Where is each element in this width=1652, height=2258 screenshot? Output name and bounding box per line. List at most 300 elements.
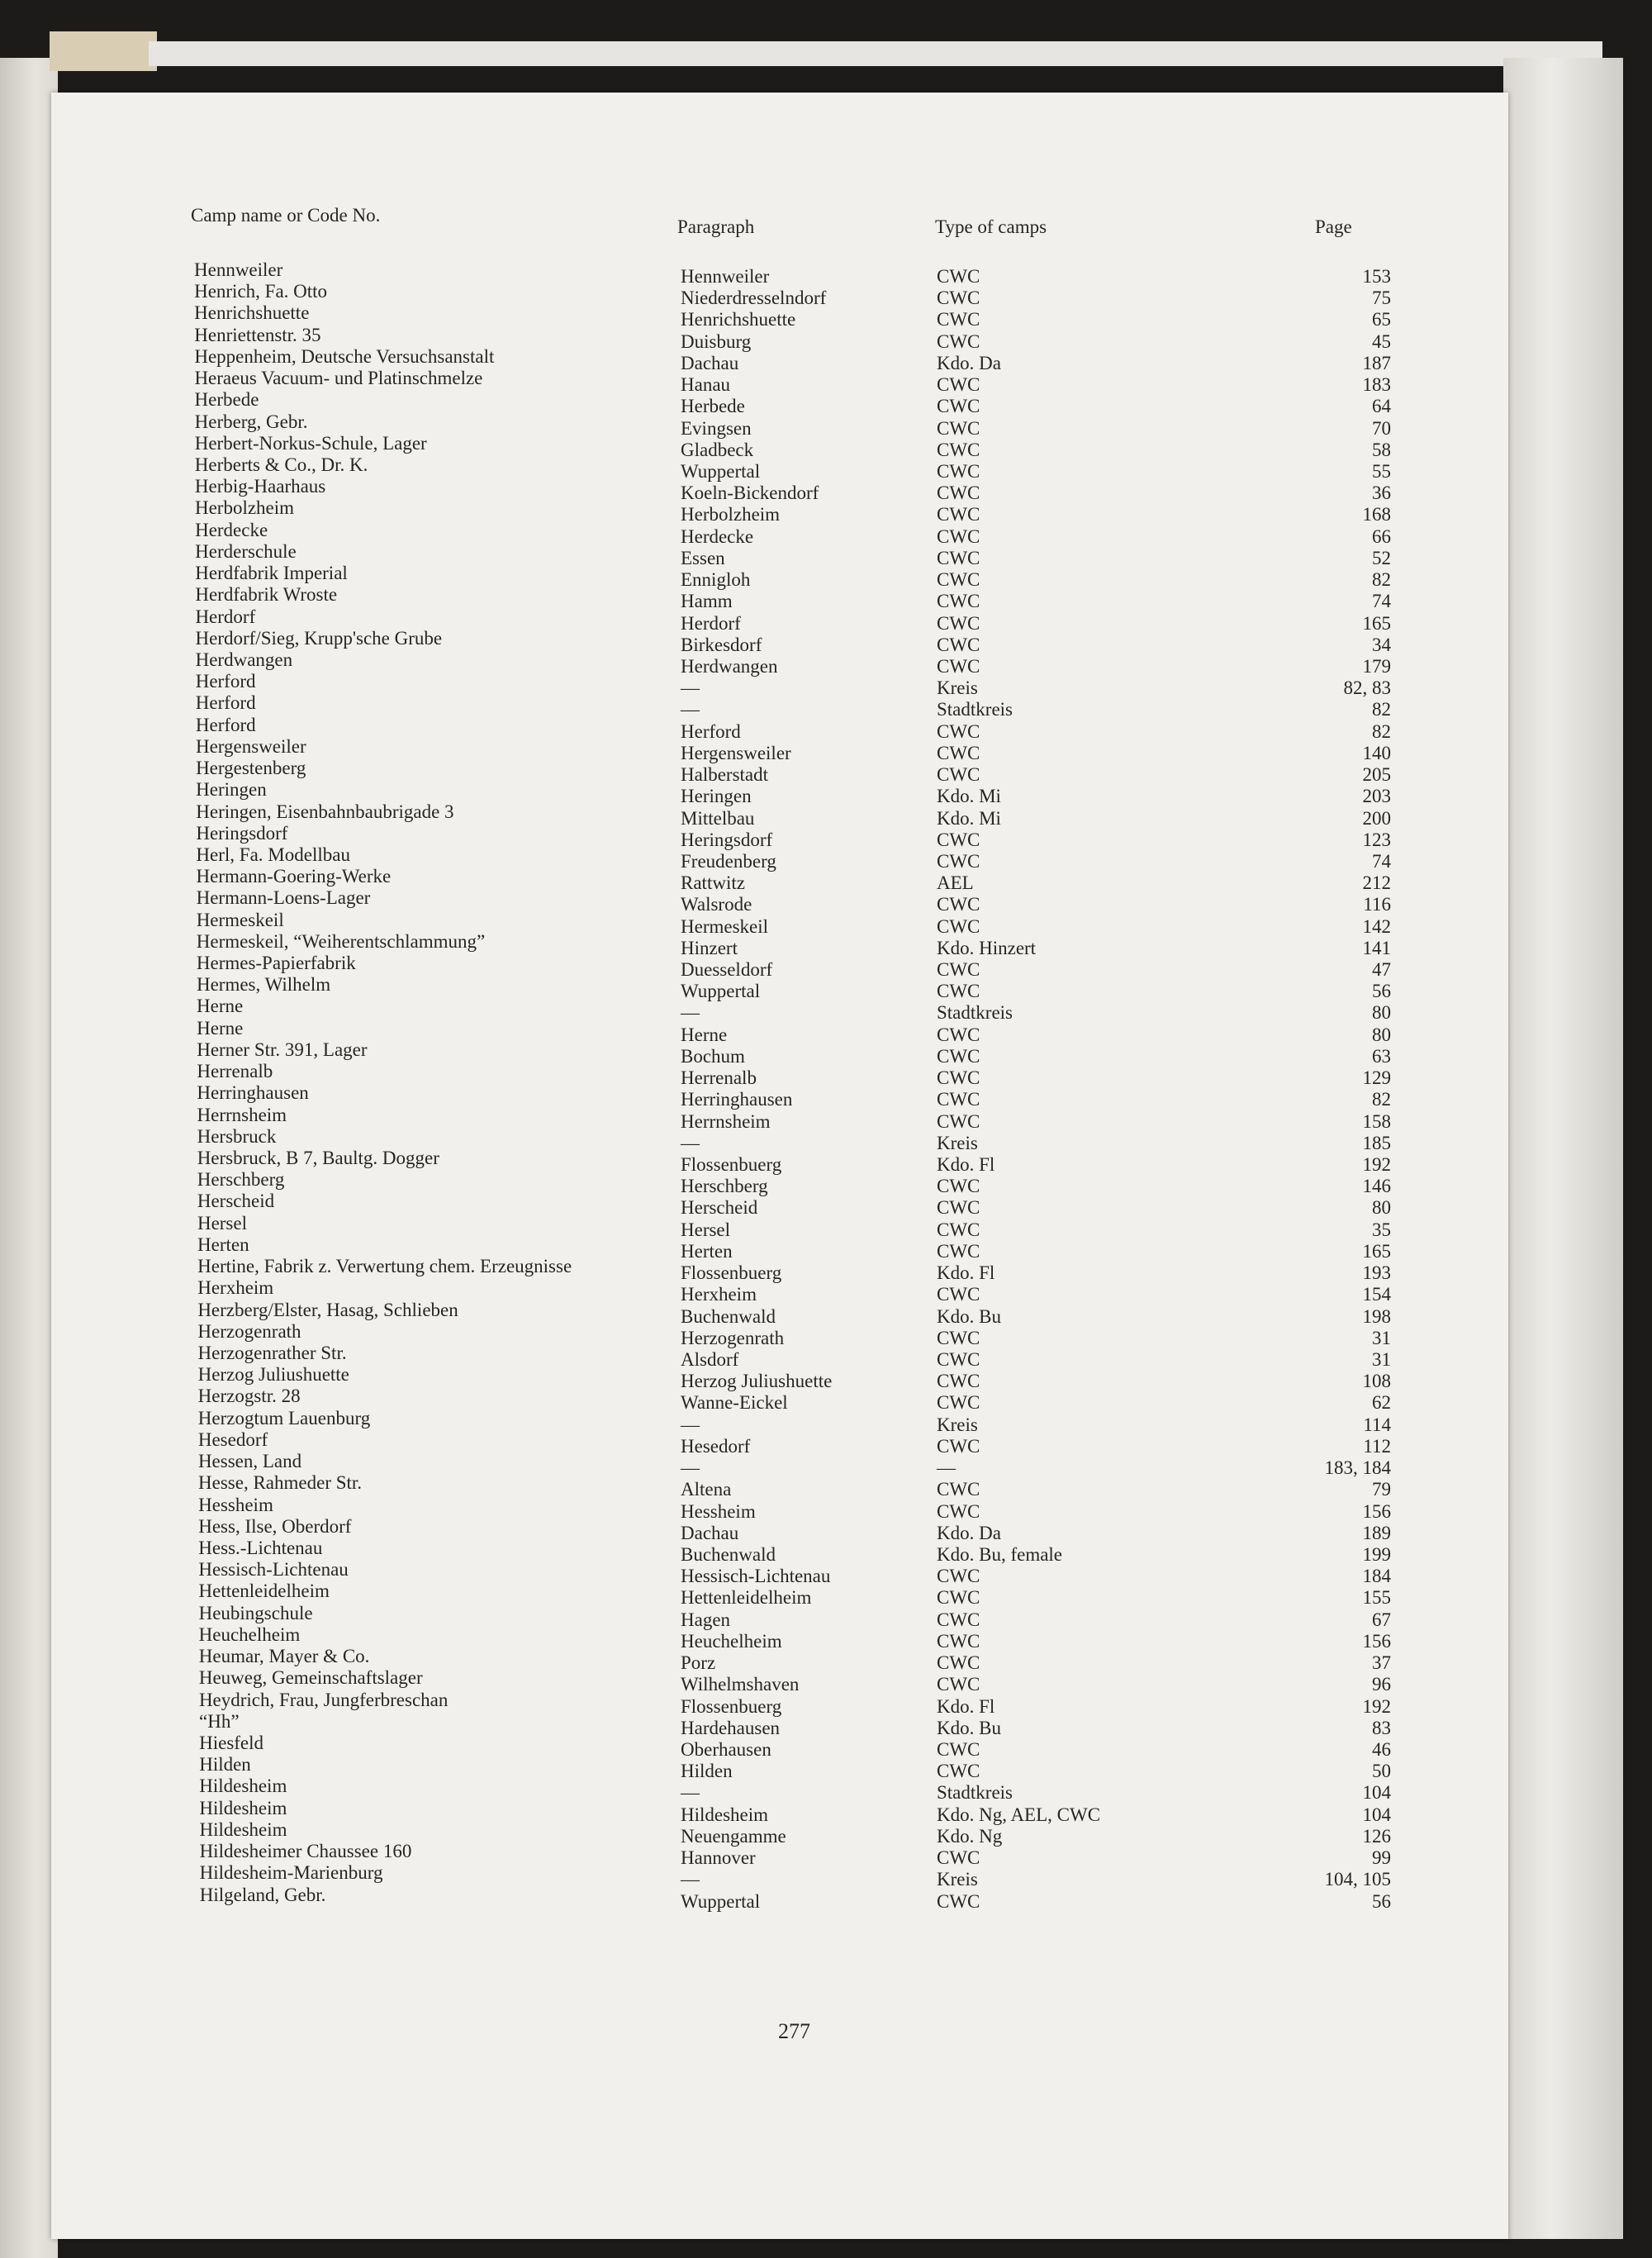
- row-camp-name: Herscheid: [197, 1191, 275, 1212]
- row-type: CWC: [937, 330, 980, 352]
- row-page: 75: [1372, 288, 1391, 309]
- row-type: CWC: [937, 417, 980, 439]
- row-camp-name: Herne: [197, 996, 244, 1017]
- header-paragraph: Paragraph: [677, 216, 755, 237]
- row-page: 142: [1362, 915, 1391, 937]
- row-page: 56: [1372, 1890, 1391, 1912]
- row-page: 64: [1372, 396, 1391, 417]
- row-page: 141: [1362, 937, 1391, 958]
- row-page: 31: [1372, 1349, 1391, 1370]
- row-page: 183: [1362, 374, 1391, 396]
- row-page: 155: [1362, 1587, 1391, 1609]
- row-type: CWC: [937, 1609, 980, 1630]
- row-page: 156: [1362, 1500, 1391, 1522]
- row-paragraph: Herdwangen: [681, 655, 778, 677]
- row-page: 82: [1372, 720, 1391, 742]
- row-type: CWC: [937, 981, 980, 1002]
- row-type: CWC: [937, 1479, 980, 1500]
- row-camp-name: Heppenheim, Deutsche Versuchsanstalt: [194, 345, 495, 367]
- row-type: —: [937, 1457, 956, 1479]
- row-page: 46: [1372, 1738, 1391, 1760]
- row-type: CWC: [937, 829, 980, 850]
- row-paragraph: Walsrode: [681, 894, 752, 915]
- row-paragraph: Wanne-Eickel: [681, 1392, 788, 1414]
- row-camp-name: Hettenleidelheim: [198, 1581, 330, 1602]
- row-paragraph: Hildesheim: [681, 1804, 769, 1825]
- row-camp-name: Herford: [195, 671, 256, 692]
- row-page: 193: [1362, 1262, 1391, 1284]
- row-camp-name: Hildesheim: [199, 1797, 287, 1818]
- row-paragraph: Duesseldorf: [681, 959, 773, 981]
- row-camp-name: Hilgeland, Gebr.: [199, 1884, 326, 1905]
- row-page: 104: [1362, 1804, 1391, 1825]
- row-type: CWC: [937, 396, 980, 417]
- row-type: CWC: [937, 742, 980, 763]
- row-paragraph: Hersel: [681, 1219, 731, 1240]
- row-paragraph: Herzog Juliushuette: [681, 1371, 833, 1392]
- row-page: 203: [1362, 786, 1391, 807]
- row-page: 96: [1372, 1674, 1391, 1695]
- row-camp-name: Herzog Juliushuette: [197, 1364, 349, 1386]
- row-page: 80: [1372, 1024, 1391, 1045]
- row-camp-name: Hesedorf: [197, 1428, 268, 1450]
- row-paragraph: Hettenleidelheim: [681, 1587, 812, 1609]
- row-camp-name: “Hh”: [199, 1710, 240, 1732]
- row-paragraph: —: [681, 1782, 700, 1804]
- row-paragraph: Hinzert: [681, 937, 738, 958]
- row-page: 63: [1372, 1045, 1391, 1067]
- row-camp-name: Herten: [197, 1234, 249, 1255]
- row-camp-name: Hermeskeil: [196, 909, 284, 930]
- row-page: 168: [1362, 504, 1391, 525]
- row-paragraph: Hamm: [681, 591, 733, 612]
- row-page: 58: [1372, 439, 1391, 460]
- row-type: CWC: [937, 569, 980, 591]
- row-paragraph: Hergensweiler: [681, 742, 791, 763]
- row-type: AEL: [937, 872, 974, 894]
- row-page: 189: [1362, 1522, 1391, 1543]
- row-camp-name: Herbert-Norkus-Schule, Lager: [194, 432, 427, 454]
- row-page: 80: [1372, 1197, 1391, 1219]
- row-paragraph: Duisburg: [681, 330, 752, 352]
- row-page: 56: [1372, 981, 1391, 1002]
- row-camp-name: Hilden: [199, 1754, 251, 1776]
- row-type: CWC: [937, 612, 980, 634]
- row-type: CWC: [937, 288, 980, 309]
- row-type: Kdo. Bu: [937, 1717, 1001, 1738]
- row-type: CWC: [937, 1674, 980, 1695]
- row-type: CWC: [937, 1176, 980, 1197]
- row-camp-name: Heraeus Vacuum- und Platinschmelze: [194, 368, 483, 389]
- underlying-pages: [1503, 58, 1623, 2239]
- row-paragraph: Hanau: [681, 374, 731, 396]
- row-camp-name: Heuweg, Gemeinschaftslager: [198, 1667, 423, 1689]
- row-camp-name: Herbolzheim: [194, 497, 295, 519]
- row-page: 116: [1363, 894, 1391, 915]
- header-camp-name: Camp name or Code No.: [191, 205, 381, 226]
- row-camp-name: Herl, Fa. Modellbau: [196, 844, 350, 865]
- row-page: 31: [1372, 1327, 1391, 1348]
- row-camp-name: Hertine, Fabrik z. Verwertung chem. Erzeugnisse: [197, 1256, 572, 1277]
- row-type: CWC: [937, 547, 980, 568]
- row-type: Kreis: [937, 1869, 978, 1890]
- row-paragraph: Hessisch-Lichtenau: [681, 1566, 831, 1587]
- row-camp-name: Hermann-Goering-Werke: [196, 866, 392, 887]
- row-paragraph: —: [681, 1414, 700, 1435]
- header-page: Page: [1315, 216, 1352, 237]
- row-type: CWC: [937, 1435, 980, 1457]
- row-page: 185: [1362, 1132, 1391, 1153]
- row-type: Kdo. Da: [937, 352, 1001, 373]
- row-type: CWC: [937, 655, 980, 677]
- row-type: CWC: [937, 1500, 980, 1522]
- row-page: 153: [1362, 266, 1391, 287]
- row-paragraph: Herrnsheim: [681, 1110, 771, 1132]
- row-type: CWC: [937, 764, 980, 786]
- row-type: CWC: [937, 1566, 980, 1587]
- row-paragraph: Herdorf: [681, 612, 741, 634]
- row-camp-name: Hess.-Lichtenau: [198, 1537, 323, 1558]
- row-type: CWC: [937, 1045, 980, 1067]
- row-camp-name: Henriettenstr. 35: [194, 324, 321, 345]
- row-type: Kdo. Ng: [937, 1825, 1003, 1847]
- row-page: 140: [1362, 742, 1391, 763]
- row-camp-name: Herderschule: [195, 540, 297, 562]
- row-type: CWC: [937, 1630, 980, 1652]
- row-type: CWC: [937, 1371, 980, 1392]
- row-paragraph: Halberstadt: [681, 764, 769, 786]
- row-paragraph: —: [681, 699, 700, 720]
- row-camp-name: Heringen: [196, 779, 267, 801]
- row-page: 67: [1372, 1609, 1391, 1630]
- row-type: Kdo. Ng, AEL, CWC: [937, 1804, 1101, 1825]
- row-page: 154: [1362, 1284, 1391, 1305]
- row-paragraph: Birkesdorf: [681, 634, 762, 655]
- row-type: CWC: [937, 1587, 980, 1609]
- row-type: Kreis: [937, 1414, 978, 1435]
- row-page: 198: [1362, 1305, 1391, 1327]
- row-paragraph: Hardehausen: [681, 1717, 781, 1738]
- row-paragraph: Hesedorf: [681, 1435, 751, 1457]
- row-type: Kdo. Mi: [937, 807, 1001, 829]
- row-paragraph: Niederdresselndorf: [681, 288, 827, 309]
- row-type: CWC: [937, 959, 980, 981]
- row-page: 74: [1372, 591, 1391, 612]
- row-paragraph: Dachau: [681, 1522, 739, 1543]
- row-page: 99: [1372, 1847, 1391, 1869]
- row-camp-name: Herner Str. 391, Lager: [197, 1039, 368, 1060]
- row-page: 35: [1372, 1219, 1391, 1240]
- row-type: CWC: [937, 482, 980, 504]
- row-camp-name: Herzogstr. 28: [197, 1386, 301, 1407]
- row-type: CWC: [937, 266, 980, 287]
- row-paragraph: —: [681, 1132, 700, 1153]
- row-type: CWC: [937, 1067, 980, 1089]
- row-camp-name: Heydrich, Frau, Jungferbreschan: [198, 1689, 449, 1710]
- row-type: CWC: [937, 525, 980, 547]
- row-camp-name: Heringsdorf: [196, 822, 288, 844]
- row-page: 187: [1362, 352, 1391, 373]
- row-camp-name: Hersbruck, B 7, Baultg. Dogger: [197, 1148, 439, 1169]
- row-paragraph: Mittelbau: [681, 807, 755, 829]
- row-camp-name: Herrenalb: [197, 1061, 273, 1082]
- header-type-of-camps: Type of camps: [935, 216, 1047, 237]
- row-page: 165: [1362, 1240, 1391, 1262]
- row-camp-name: Henrichshuette: [194, 302, 310, 324]
- row-type: CWC: [937, 439, 980, 460]
- row-page: 83: [1372, 1717, 1391, 1738]
- row-page: 112: [1363, 1435, 1391, 1457]
- row-page: 37: [1372, 1652, 1391, 1674]
- row-paragraph: Altena: [681, 1479, 732, 1500]
- row-page: 80: [1372, 1002, 1391, 1024]
- row-camp-name: Hiesfeld: [199, 1732, 264, 1753]
- row-camp-name: Hildesheimer Chaussee 160: [199, 1841, 412, 1862]
- row-paragraph: Herringhausen: [681, 1089, 793, 1110]
- row-page: 55: [1372, 460, 1391, 482]
- row-camp-name: Herzogenrather Str.: [197, 1343, 347, 1363]
- row-page: 65: [1372, 309, 1391, 330]
- row-type: Kdo. Fl: [937, 1262, 995, 1284]
- row-paragraph: Alsdorf: [681, 1349, 739, 1370]
- row-paragraph: Herbolzheim: [681, 504, 781, 525]
- row-page: 129: [1362, 1067, 1391, 1089]
- row-camp-name: Herford: [195, 714, 256, 735]
- row-type: CWC: [937, 504, 980, 525]
- row-type: CWC: [937, 720, 980, 742]
- row-page: 50: [1372, 1761, 1391, 1782]
- row-paragraph: —: [681, 677, 700, 699]
- row-type: CWC: [937, 374, 980, 396]
- row-paragraph: Essen: [681, 547, 725, 568]
- row-camp-name: Herberg, Gebr.: [194, 411, 308, 432]
- row-paragraph: Flossenbuerg: [681, 1262, 782, 1284]
- facing-page-edge: [0, 58, 58, 2258]
- row-page: 82: [1372, 699, 1391, 720]
- row-page: 52: [1372, 547, 1391, 568]
- row-camp-name: Hermes, Wilhelm: [196, 974, 331, 996]
- row-paragraph: Buchenwald: [681, 1305, 776, 1327]
- row-page: 146: [1362, 1176, 1391, 1197]
- row-camp-name: Hergestenberg: [196, 758, 306, 779]
- row-paragraph: Hilden: [681, 1761, 733, 1782]
- row-page: 184: [1362, 1566, 1391, 1587]
- row-type: Kdo. Da: [937, 1522, 1001, 1543]
- row-type: CWC: [937, 309, 980, 330]
- row-paragraph: Herne: [681, 1024, 728, 1045]
- row-paragraph: Ennigloh: [681, 569, 751, 591]
- row-camp-name: Herdorf/Sieg, Krupp'sche Grube: [195, 627, 443, 649]
- row-page: 62: [1372, 1392, 1391, 1414]
- row-camp-name: Herberts & Co., Dr. K.: [194, 454, 368, 475]
- row-page: 66: [1372, 525, 1391, 547]
- row-paragraph: Wuppertal: [681, 460, 761, 482]
- row-page: 45: [1372, 330, 1391, 352]
- row-page: 183, 184: [1324, 1457, 1391, 1479]
- row-camp-name: Herdwangen: [195, 649, 293, 670]
- row-paragraph: Wuppertal: [681, 981, 761, 1002]
- document-page: [51, 93, 1508, 2239]
- row-type: CWC: [937, 1738, 980, 1760]
- row-page: 82, 83: [1343, 677, 1391, 699]
- row-paragraph: Henrichshuette: [681, 309, 796, 330]
- row-type: CWC: [937, 894, 980, 915]
- row-camp-name: Herzogenrath: [197, 1320, 301, 1342]
- row-page: 104, 105: [1324, 1869, 1391, 1890]
- row-camp-name: Herdorf: [195, 606, 256, 627]
- row-type: CWC: [937, 1652, 980, 1674]
- row-camp-name: Heringen, Eisenbahnbaubrigade 3: [196, 801, 454, 822]
- row-page: 165: [1362, 612, 1391, 634]
- row-paragraph: Flossenbuerg: [681, 1695, 782, 1717]
- row-camp-name: Herbede: [194, 389, 259, 411]
- row-page: 104: [1362, 1782, 1391, 1804]
- row-paragraph: Buchenwald: [681, 1543, 776, 1565]
- row-type: CWC: [937, 850, 980, 872]
- row-camp-name: Herbig-Haarhaus: [194, 476, 326, 497]
- row-paragraph: Herxheim: [681, 1284, 757, 1305]
- row-paragraph: Herschberg: [681, 1176, 768, 1197]
- page-number: 277: [778, 2019, 810, 2043]
- row-type: CWC: [937, 1392, 980, 1414]
- row-page: 108: [1362, 1371, 1391, 1392]
- row-paragraph: Flossenbuerg: [681, 1154, 782, 1176]
- row-camp-name: Heubingschule: [198, 1602, 313, 1623]
- binding-tab: [50, 31, 157, 71]
- row-camp-name: Herschberg: [197, 1169, 285, 1191]
- row-camp-name: Herdfabrik Imperial: [195, 563, 348, 584]
- row-camp-name: Hildesheim-Marienburg: [199, 1862, 383, 1884]
- row-page: 126: [1362, 1825, 1391, 1847]
- row-paragraph: —: [681, 1869, 700, 1890]
- row-page: 212: [1362, 872, 1391, 894]
- row-paragraph: Hermeskeil: [681, 915, 769, 937]
- row-camp-name: Hermann-Loens-Lager: [196, 887, 371, 909]
- row-paragraph: Hessheim: [681, 1500, 756, 1522]
- row-camp-name: Hergensweiler: [195, 735, 306, 757]
- row-paragraph: Gladbeck: [681, 439, 754, 460]
- row-paragraph: Hennweiler: [681, 266, 770, 287]
- row-paragraph: Freudenberg: [681, 850, 776, 872]
- row-paragraph: Hannover: [681, 1847, 756, 1869]
- row-type: CWC: [937, 1890, 980, 1912]
- page-top-edge: [149, 41, 1602, 66]
- row-paragraph: —: [681, 1002, 700, 1024]
- row-page: 82: [1372, 1089, 1391, 1110]
- row-page: 192: [1362, 1695, 1391, 1717]
- row-paragraph: Herzogenrath: [681, 1327, 785, 1348]
- row-camp-name: Heuchelheim: [198, 1623, 301, 1645]
- row-paragraph: Koeln-Bickendorf: [681, 482, 819, 504]
- row-page: 205: [1362, 764, 1391, 786]
- row-camp-name: Hesse, Rahmeder Str.: [198, 1472, 363, 1494]
- row-camp-name: Herxheim: [197, 1277, 274, 1299]
- row-type: Kdo. Bu: [937, 1305, 1001, 1327]
- row-type: CWC: [937, 1349, 980, 1370]
- row-type: CWC: [937, 1240, 980, 1262]
- row-type: Kreis: [937, 677, 978, 699]
- row-page: 179: [1362, 655, 1391, 677]
- row-type: Kreis: [937, 1132, 978, 1153]
- row-camp-name: Herzberg/Elster, Hasag, Schlieben: [197, 1299, 458, 1320]
- row-type: CWC: [937, 915, 980, 937]
- row-camp-name: Hessisch-Lichtenau: [198, 1559, 349, 1581]
- row-type: Kdo. Fl: [937, 1154, 995, 1176]
- row-camp-name: Herrnsheim: [197, 1104, 287, 1125]
- row-paragraph: Evingsen: [681, 417, 752, 439]
- row-page: 70: [1372, 417, 1391, 439]
- row-page: 47: [1372, 959, 1391, 981]
- row-page: 123: [1362, 829, 1391, 850]
- row-type: CWC: [937, 1219, 980, 1240]
- row-camp-name: Hessen, Land: [197, 1451, 302, 1472]
- row-paragraph: Heuchelheim: [681, 1630, 782, 1652]
- row-camp-name: Herringhausen: [197, 1082, 309, 1104]
- row-paragraph: Oberhausen: [681, 1738, 771, 1760]
- row-camp-name: Hennweiler: [194, 259, 283, 280]
- row-type: CWC: [937, 634, 980, 655]
- row-paragraph: Herdecke: [681, 525, 754, 547]
- row-camp-name: Herford: [195, 692, 256, 714]
- row-camp-name: Hermeskeil, “Weiherentschlammung”: [196, 930, 486, 952]
- row-camp-name: Herzogtum Lauenburg: [197, 1407, 371, 1428]
- row-camp-name: Hersel: [197, 1212, 247, 1234]
- row-camp-name: Hessheim: [198, 1494, 273, 1515]
- row-type: CWC: [937, 1197, 980, 1219]
- row-page: 114: [1363, 1414, 1391, 1435]
- row-paragraph: Bochum: [681, 1045, 745, 1067]
- row-paragraph: Herten: [681, 1240, 733, 1262]
- row-page: 158: [1362, 1110, 1391, 1132]
- row-page: 74: [1372, 850, 1391, 872]
- row-paragraph: Dachau: [681, 352, 739, 373]
- row-paragraph: Herford: [681, 720, 741, 742]
- row-paragraph: Wilhelmshaven: [681, 1674, 800, 1695]
- row-paragraph: —: [681, 1457, 700, 1479]
- row-camp-name: Hess, Ilse, Oberdorf: [198, 1515, 352, 1537]
- row-page: 199: [1362, 1543, 1391, 1565]
- row-camp-name: Heumar, Mayer & Co.: [198, 1646, 370, 1667]
- row-page: 34: [1372, 634, 1391, 655]
- row-paragraph: Wuppertal: [681, 1890, 761, 1912]
- row-paragraph: Herbede: [681, 396, 745, 417]
- row-camp-name: Hildesheim: [199, 1818, 287, 1840]
- row-type: Kdo. Mi: [937, 786, 1001, 807]
- row-type: Kdo. Fl: [937, 1695, 995, 1717]
- row-paragraph: Heringen: [681, 786, 752, 807]
- row-type: Stadtkreis: [937, 1002, 1013, 1024]
- row-type: CWC: [937, 1284, 980, 1305]
- row-camp-name: Hersbruck: [197, 1125, 277, 1147]
- row-type: CWC: [937, 1761, 980, 1782]
- row-camp-name: Hildesheim: [199, 1776, 287, 1797]
- row-paragraph: Herscheid: [681, 1197, 758, 1219]
- row-camp-name: Henrich, Fa. Otto: [194, 281, 328, 302]
- row-page: 200: [1362, 807, 1391, 829]
- row-camp-name: Herdecke: [195, 519, 268, 540]
- row-paragraph: Heringsdorf: [681, 829, 773, 850]
- row-type: Stadtkreis: [937, 1782, 1013, 1804]
- row-type: Stadtkreis: [937, 699, 1013, 720]
- row-type: CWC: [937, 1110, 980, 1132]
- row-camp-name: Herdfabrik Wroste: [195, 584, 338, 606]
- row-page: 79: [1372, 1479, 1391, 1500]
- row-page: 156: [1362, 1630, 1391, 1652]
- row-type: CWC: [937, 1024, 980, 1045]
- row-type: CWC: [937, 1327, 980, 1348]
- row-page: 36: [1372, 482, 1391, 504]
- row-type: CWC: [937, 1089, 980, 1110]
